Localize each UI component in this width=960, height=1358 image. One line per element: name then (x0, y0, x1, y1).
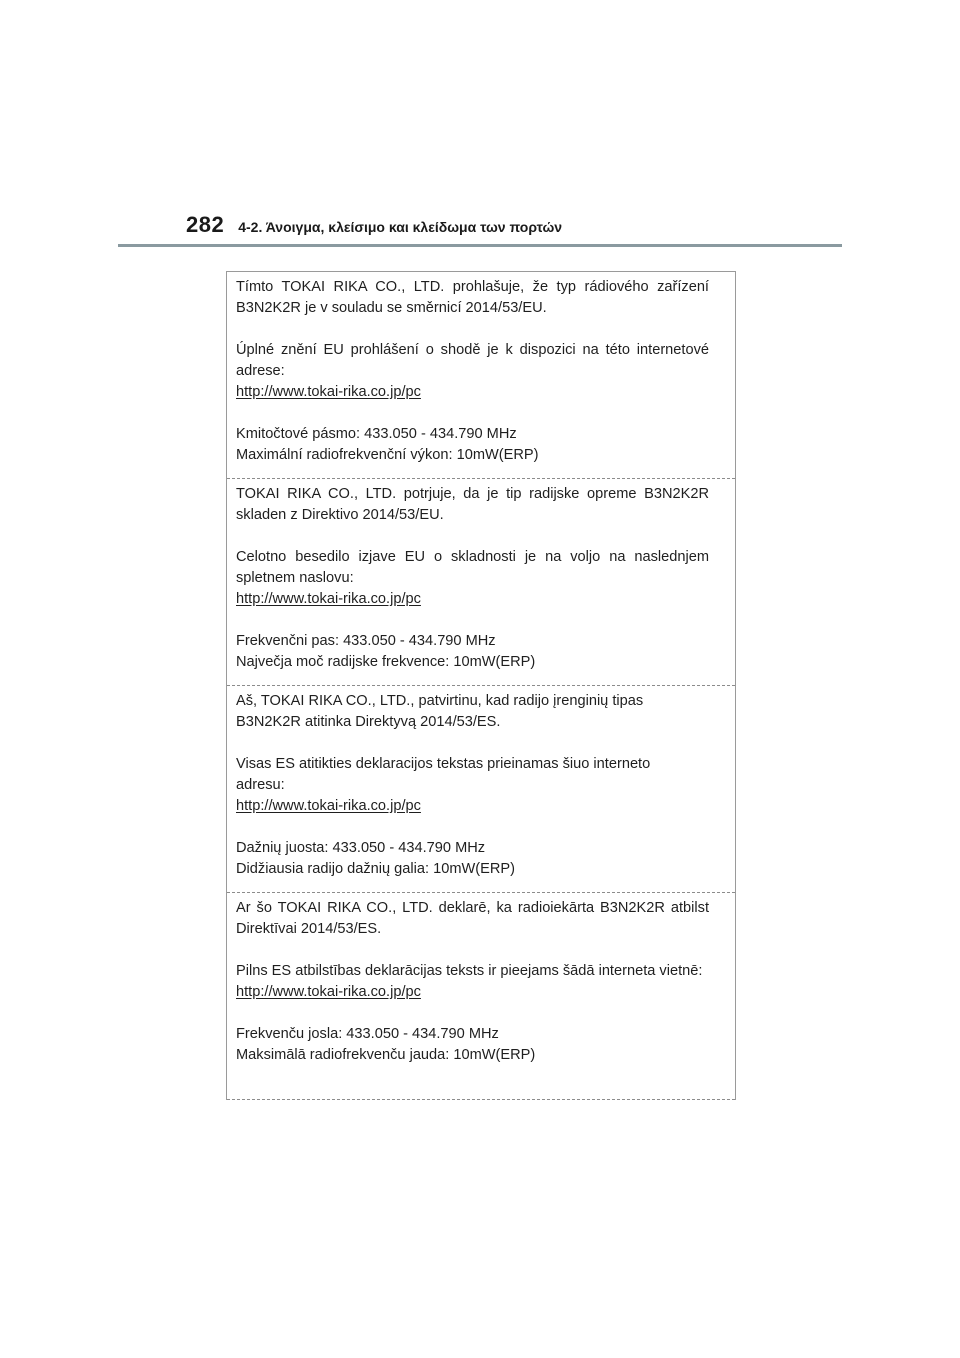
declaration-link[interactable]: http://www.tokai-rika.co.jp/pc (236, 798, 421, 814)
availability-text: Celotno besedilo izjave EU o skladnosti je na voljo na naslednjem spletnem naslovu: (236, 549, 709, 586)
section-title: 4-2. Άνοιγμα, κλείσιμο και κλείδωμα των πορτών (238, 219, 563, 235)
frequency-band-text: Frekvenčni pas: 433.050 - 434.790 MHz (236, 633, 496, 649)
declaration-link[interactable]: http://www.tokai-rika.co.jp/pc (236, 984, 421, 1000)
max-power-text: Maximální radiofrekvenční výkon: 10mW(ERP) (236, 447, 539, 463)
page-number: 282 (186, 212, 225, 237)
max-power-text: Maksimālā radiofrekvenču jauda: 10mW(ERP) (236, 1047, 536, 1063)
availability-text: Úplné znění EU prohlášení o shodě je k dispozici na této internetové adrese: (236, 342, 709, 379)
max-power-text: Didžiausia radijo dažnių galia: 10mW(ERP) (236, 861, 516, 877)
declaration-section-lithuanian (227, 686, 735, 893)
declaration-text: Tímto TOKAI RIKA CO., LTD. prohlašuje, že typ rádiového zařízení B3N2K2R je v souladu se směrnicí 2014/53/EU. (236, 279, 709, 316)
declaration-section-latvian (227, 893, 735, 1100)
declaration-section-czech (227, 272, 735, 479)
frequency-band-text: Kmitočtové pásmo: 433.050 - 434.790 MHz (236, 426, 517, 442)
header-divider (118, 244, 842, 247)
declarations-box (226, 271, 736, 1100)
page-header (186, 212, 562, 242)
availability-text: Visas ES atitikties deklaracijos tekstas prieinamas šiuo interneto adresu: (236, 756, 651, 793)
declaration-text: Ar šo TOKAI RIKA CO., LTD. deklarē, ka radioiekārta B3N2K2R atbilst Direktīvai 2014/53/ES. (236, 900, 709, 937)
declaration-text: Aš, TOKAI RIKA CO., LTD., patvirtinu, kad radijo įrenginių tipas B3N2K2R atitinka Direktyvą 2014/53/ES. (236, 693, 644, 730)
declaration-section-slovenian (227, 479, 735, 686)
declaration-link[interactable]: http://www.tokai-rika.co.jp/pc (236, 591, 421, 607)
declaration-link[interactable]: http://www.tokai-rika.co.jp/pc (236, 384, 421, 400)
availability-text: Pilns ES atbilstības deklarācijas teksts ir pieejams šādā interneta vietnē: (236, 963, 703, 979)
max-power-text: Največja moč radijske frekvence: 10mW(ERP) (236, 654, 536, 670)
declaration-text: TOKAI RIKA CO., LTD. potrjuje, da je tip radijske opreme B3N2K2R skladen z Direktivo 2014/53/EU. (236, 486, 709, 523)
frequency-band-text: Frekvenču josla: 433.050 - 434.790 MHz (236, 1026, 499, 1042)
frequency-band-text: Dažnių juosta: 433.050 - 434.790 MHz (236, 840, 486, 856)
